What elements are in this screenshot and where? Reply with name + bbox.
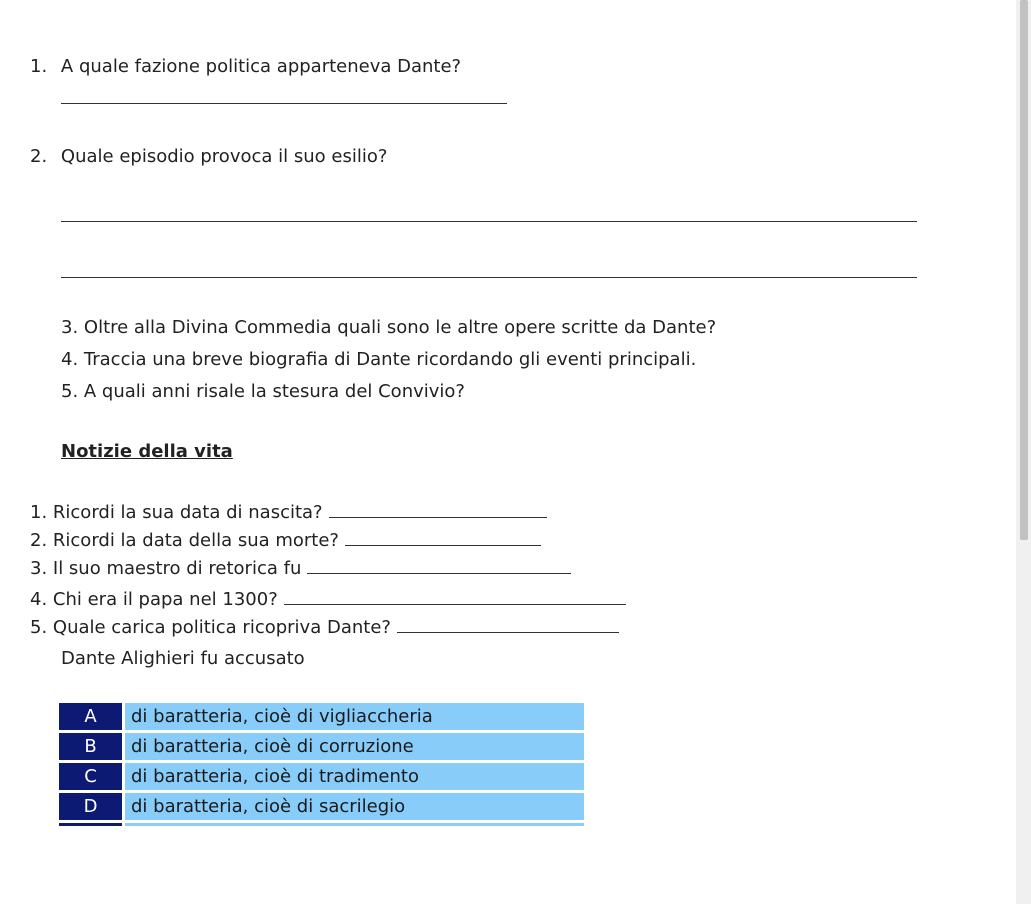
choice-d[interactable] (59, 793, 584, 820)
question-1-number: 1. (30, 56, 48, 77)
choice-list (59, 703, 584, 823)
choice-bottom-border-right (125, 823, 584, 826)
fill-question-2 (30, 527, 541, 553)
fill-question-2-text: 2. Ricordi la data della sua morte? (30, 530, 339, 551)
choice-a[interactable] (59, 703, 584, 730)
choice-bottom-border-left (59, 823, 122, 826)
fill-blank-3[interactable] (307, 555, 571, 574)
fill-blank-1[interactable] (329, 499, 547, 518)
choice-a-text: di baratteria, cioè di vigliaccheria (125, 703, 584, 730)
choice-d-letter: D (59, 793, 122, 820)
question-1-text: A quale fazione politica apparteneva Dante? (60, 56, 462, 77)
fill-question-1-text: 1. Ricordi la sua data di nascita? (30, 502, 323, 523)
scrollbar-thumb[interactable] (1020, 0, 1028, 540)
fill-question-3-text: 3. Il suo maestro di retorica fu (30, 558, 302, 579)
fill-question-4 (30, 586, 626, 612)
fill-question-5-text: 5. Quale carica politica ricopriva Dante? (30, 617, 391, 638)
choice-c-letter: C (59, 763, 122, 790)
fill-blank-5[interactable] (397, 614, 619, 633)
fill-question-1 (30, 499, 547, 525)
choice-d-text: di baratteria, cioè di sacrilegio (125, 793, 584, 820)
question-2-number: 2. (30, 146, 48, 167)
section-title: Notizie della vita (61, 441, 233, 462)
fill-question-3 (30, 555, 571, 581)
choice-bottom-border (59, 823, 584, 826)
question-4: 4. Traccia una breve biografia di Dante ricordando gli eventi principali. (61, 349, 697, 370)
choice-b-text: di baratteria, cioè di corruzione (125, 733, 584, 760)
fill-question-5 (30, 614, 619, 640)
choice-a-letter: A (59, 703, 122, 730)
question-1 (30, 55, 461, 79)
vertical-scrollbar[interactable] (1016, 0, 1031, 904)
question-3: 3. Oltre alla Divina Commedia quali sono le altre opere scritte da Dante? (61, 317, 717, 338)
fill-blank-4[interactable] (284, 586, 626, 605)
fill-question-4-text: 4. Chi era il papa nel 1300? (30, 589, 278, 610)
question-2-text: Quale episodio provoca il suo esilio? (60, 146, 388, 167)
fill-blank-2[interactable] (345, 527, 541, 546)
quiz-prompt: Dante Alighieri fu accusato (61, 648, 305, 669)
choice-c-text: di baratteria, cioè di tradimento (125, 763, 584, 790)
question-2 (30, 145, 387, 169)
question-5: 5. A quali anni risale la stesura del Convivio? (61, 381, 465, 402)
choice-c[interactable] (59, 763, 584, 790)
answer-line-2a (61, 221, 917, 222)
choice-b[interactable] (59, 733, 584, 760)
choice-b-letter: B (59, 733, 122, 760)
answer-line-2b (61, 277, 917, 278)
answer-line-1 (61, 103, 507, 104)
